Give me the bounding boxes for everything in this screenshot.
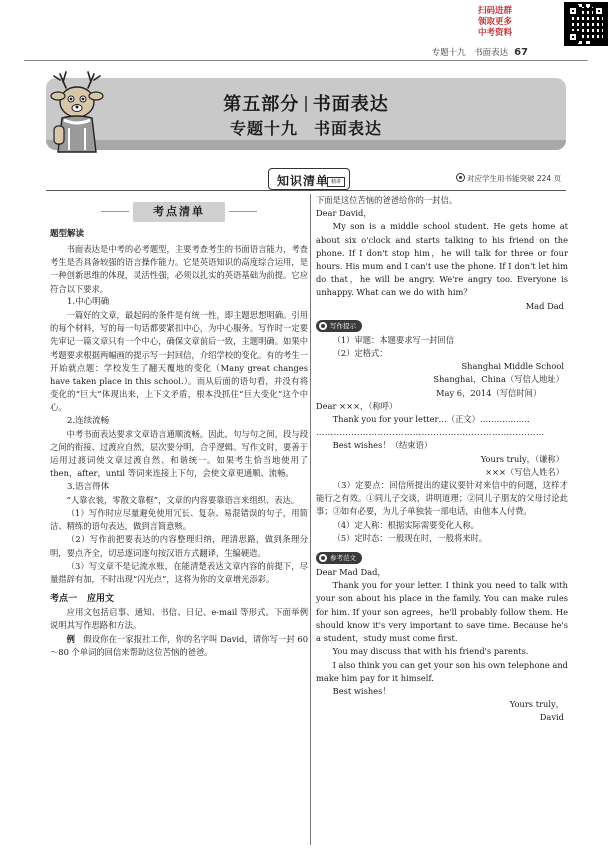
running-header-title: 专题十九 书面表达: [431, 48, 509, 58]
banner-topic-name: 书面表达: [314, 119, 383, 138]
format-date: May 6，2014（写信时间）: [436, 387, 542, 398]
tip-3: （3）定要点：回信所提出的建议要针对来信中的问题，这样才能行之有效。①同儿子交谈，讲明道理；②同儿子朋友的父母讨论此事；③如有必要，为儿子单独装一部电话，由他本人付费。: [316, 480, 568, 517]
letter-lead: 下面是这位苦恼的爸爸给你的一封信。: [316, 195, 458, 205]
banner-part: 第五部分: [223, 94, 300, 115]
sample-salutation: Dear Mad Dad，: [316, 567, 386, 578]
letter-salutation: Dear David，: [316, 208, 372, 219]
exam-points-tag: 考点清单: [133, 202, 225, 222]
paragraph-3c: （3）写文章不是记流水账，在能清楚表达文章内容的前提下，尽量措辞有加，不时出现“闪光点”，这将为你的文章增光添彩。: [50, 560, 308, 585]
sample-name: David: [539, 712, 564, 723]
paragraph-3b: （2）写作前把要表达的内容整理归纳，理清思路，做到条理分明，要点齐全，切忌逐词逐句按汉语方式翻译，生编硬造。: [50, 534, 308, 558]
promo-line-3: 中考资料: [478, 28, 513, 38]
letter-signature: Mad Dad: [525, 300, 564, 311]
format-dots: ……………………………………………………………………: [316, 427, 545, 438]
sample-essay-tag: 参考范文: [316, 552, 362, 564]
banner-topic: 专题十九: [229, 119, 298, 138]
banner-strip: [46, 140, 566, 150]
top-bar: [0, 0, 612, 60]
knowledge-badge-label: 知识清单: [277, 174, 330, 188]
point-title: 应用文: [87, 594, 115, 605]
format-salutation: Dear ×××，（称呼）: [316, 400, 398, 411]
paragraph-1: 一篇好的文章，最起码的条件是有统一性，即主题思想明确。引用的每个材料，写的每一句话都要紧扣中心，为中心服务。写作时一定要先审记一篇文章只有一个中心，确保文章前后一致，主题明确。如果中考题要求根据两幅画的提示写一封回信，介绍学校的变化。有的考生一开始就点题：学校发生了翻天覆地的变化（Many great changes have taken place in this school.）。而从后面的语句看，并没有将变化的“巨大”体现出来，上下文矛盾，根本没抓住“巨大变化”这个中心。: [50, 310, 308, 413]
running-header: [432, 46, 528, 58]
example-paragraph: [50, 633, 308, 659]
banner-subtitle: [0, 116, 612, 139]
paragraph-3a: （1）写作时应尽量避免使用冗长、复杂、易混错误的句子，用简洁、精练的语句表达，做到言简意赅。: [50, 508, 308, 532]
reference-text: 对应学生用书能突破 224 页: [467, 174, 562, 183]
tip-5: （5）定时态：一般现在时，一般将来时。: [332, 532, 488, 543]
paragraph-2: 中考书面表达要求文章语言通顺流畅。因此，句与句之间，段与段之间的衔接、过渡应自然，层次要分明，合乎逻辑。写作文时，要善于运用过渡词使文章过渡自然、和谐统一。如果考生恰当地使用了 then，after，until 等词来连接上下句，会使文章更通顺、流畅。: [50, 428, 308, 479]
tip-1: （1）审题：本题要求写一封回信: [332, 334, 455, 345]
sample-yours: Yours truly，: [509, 699, 564, 710]
knowledge-badge-mini: 精讲: [327, 177, 345, 187]
example-label: 例: [66, 633, 75, 644]
format-address-2: Shanghai，China（写信人地址）: [433, 374, 564, 385]
heading-question-type: 题型解读: [50, 229, 85, 239]
paragraph-3: “人靠衣装，零散文靠框”，文章的内容要靠语言来组织、表达。: [66, 494, 300, 505]
promo-text: [478, 6, 528, 39]
sample-paragraph-2: You may discuss that with his friend's parents.: [332, 646, 529, 657]
page-number: 67: [514, 47, 528, 58]
header-divider: [24, 60, 588, 61]
banner-title: [0, 90, 612, 116]
column-divider: [310, 194, 311, 845]
format-yours: Yours truly，（谦称）: [480, 453, 564, 464]
point-one-heading: [50, 592, 308, 606]
promo-line-1: 扫码进群: [478, 6, 513, 16]
knowledge-divider: [46, 190, 566, 191]
banner-part-name: 书面表达: [312, 94, 389, 115]
point-label: 考点一: [50, 594, 78, 605]
subheading-1: 1.中心明确: [67, 296, 110, 307]
example-text: 假设你在一家报社工作，你的名字叫 David，请你写一封 60～80 个单词的回信来帮助这位苦恼的爸爸。: [50, 633, 308, 657]
applied-writing-paragraph: 应用文包括启事、通知、书信、日记、e-mail 等形式。下面举例说明其写作思路和方法。: [50, 607, 308, 631]
sample-closing: Best wishes！: [332, 685, 391, 696]
format-closing: Best wishes！（结束语）: [332, 440, 433, 451]
sample-paragraph-3: I also think you can get your son his own telephone and make him pay for it himself.: [316, 659, 568, 683]
student-book-reference: [456, 173, 561, 184]
right-column: [316, 194, 568, 845]
promo-line-2: 领取更多: [478, 17, 513, 27]
format-body: Thank you for your letter…（正文）………………: [332, 414, 530, 425]
format-address-1: Shanghai Middle School: [461, 361, 564, 372]
reference-icon: [456, 173, 465, 182]
sample-paragraph-1: Thank you for your letter. I think you need to talk with your son about his place in the family. You can make rules for him. If your son agrees，he'll probably follow them. He should know it's very important to save time. Because he's a student，study must come first.: [316, 580, 568, 644]
tip-2: （2）定格式：: [332, 348, 388, 359]
knowledge-badge: [268, 168, 350, 190]
tip-4: （4）定人称：根据实际需要变化人称。: [332, 519, 479, 530]
writing-tips-tag: 写作提示: [316, 320, 362, 332]
letter-body: My son is a middle school student. He gets home at about six o'clock and starts talking to his friend on the phone. If I don't stop him，he will talk for three or four hours. His mum and I can't use the phone. If I don't let him do that，he will be angry. We're angry too. Everyone is unhappy. What can we do with him？: [316, 221, 568, 298]
format-name: ×××（写信人姓名）: [485, 466, 564, 477]
subheading-2: 2.连续流畅: [67, 415, 110, 426]
intro-paragraph: 书面表达是中考的必考题型，主要考查考生的书面语言能力，考查考生是否具备较强的语言操作能力。它是英语知识的高度综合运用，是一种创新思维的体现，灵活性强，必须以扎实的英语基础为前提。它应符合以下要求。: [50, 244, 308, 294]
left-column: [50, 194, 308, 845]
qr-code-icon[interactable]: [564, 2, 608, 46]
subheading-3: 3.语言得体: [67, 481, 110, 492]
